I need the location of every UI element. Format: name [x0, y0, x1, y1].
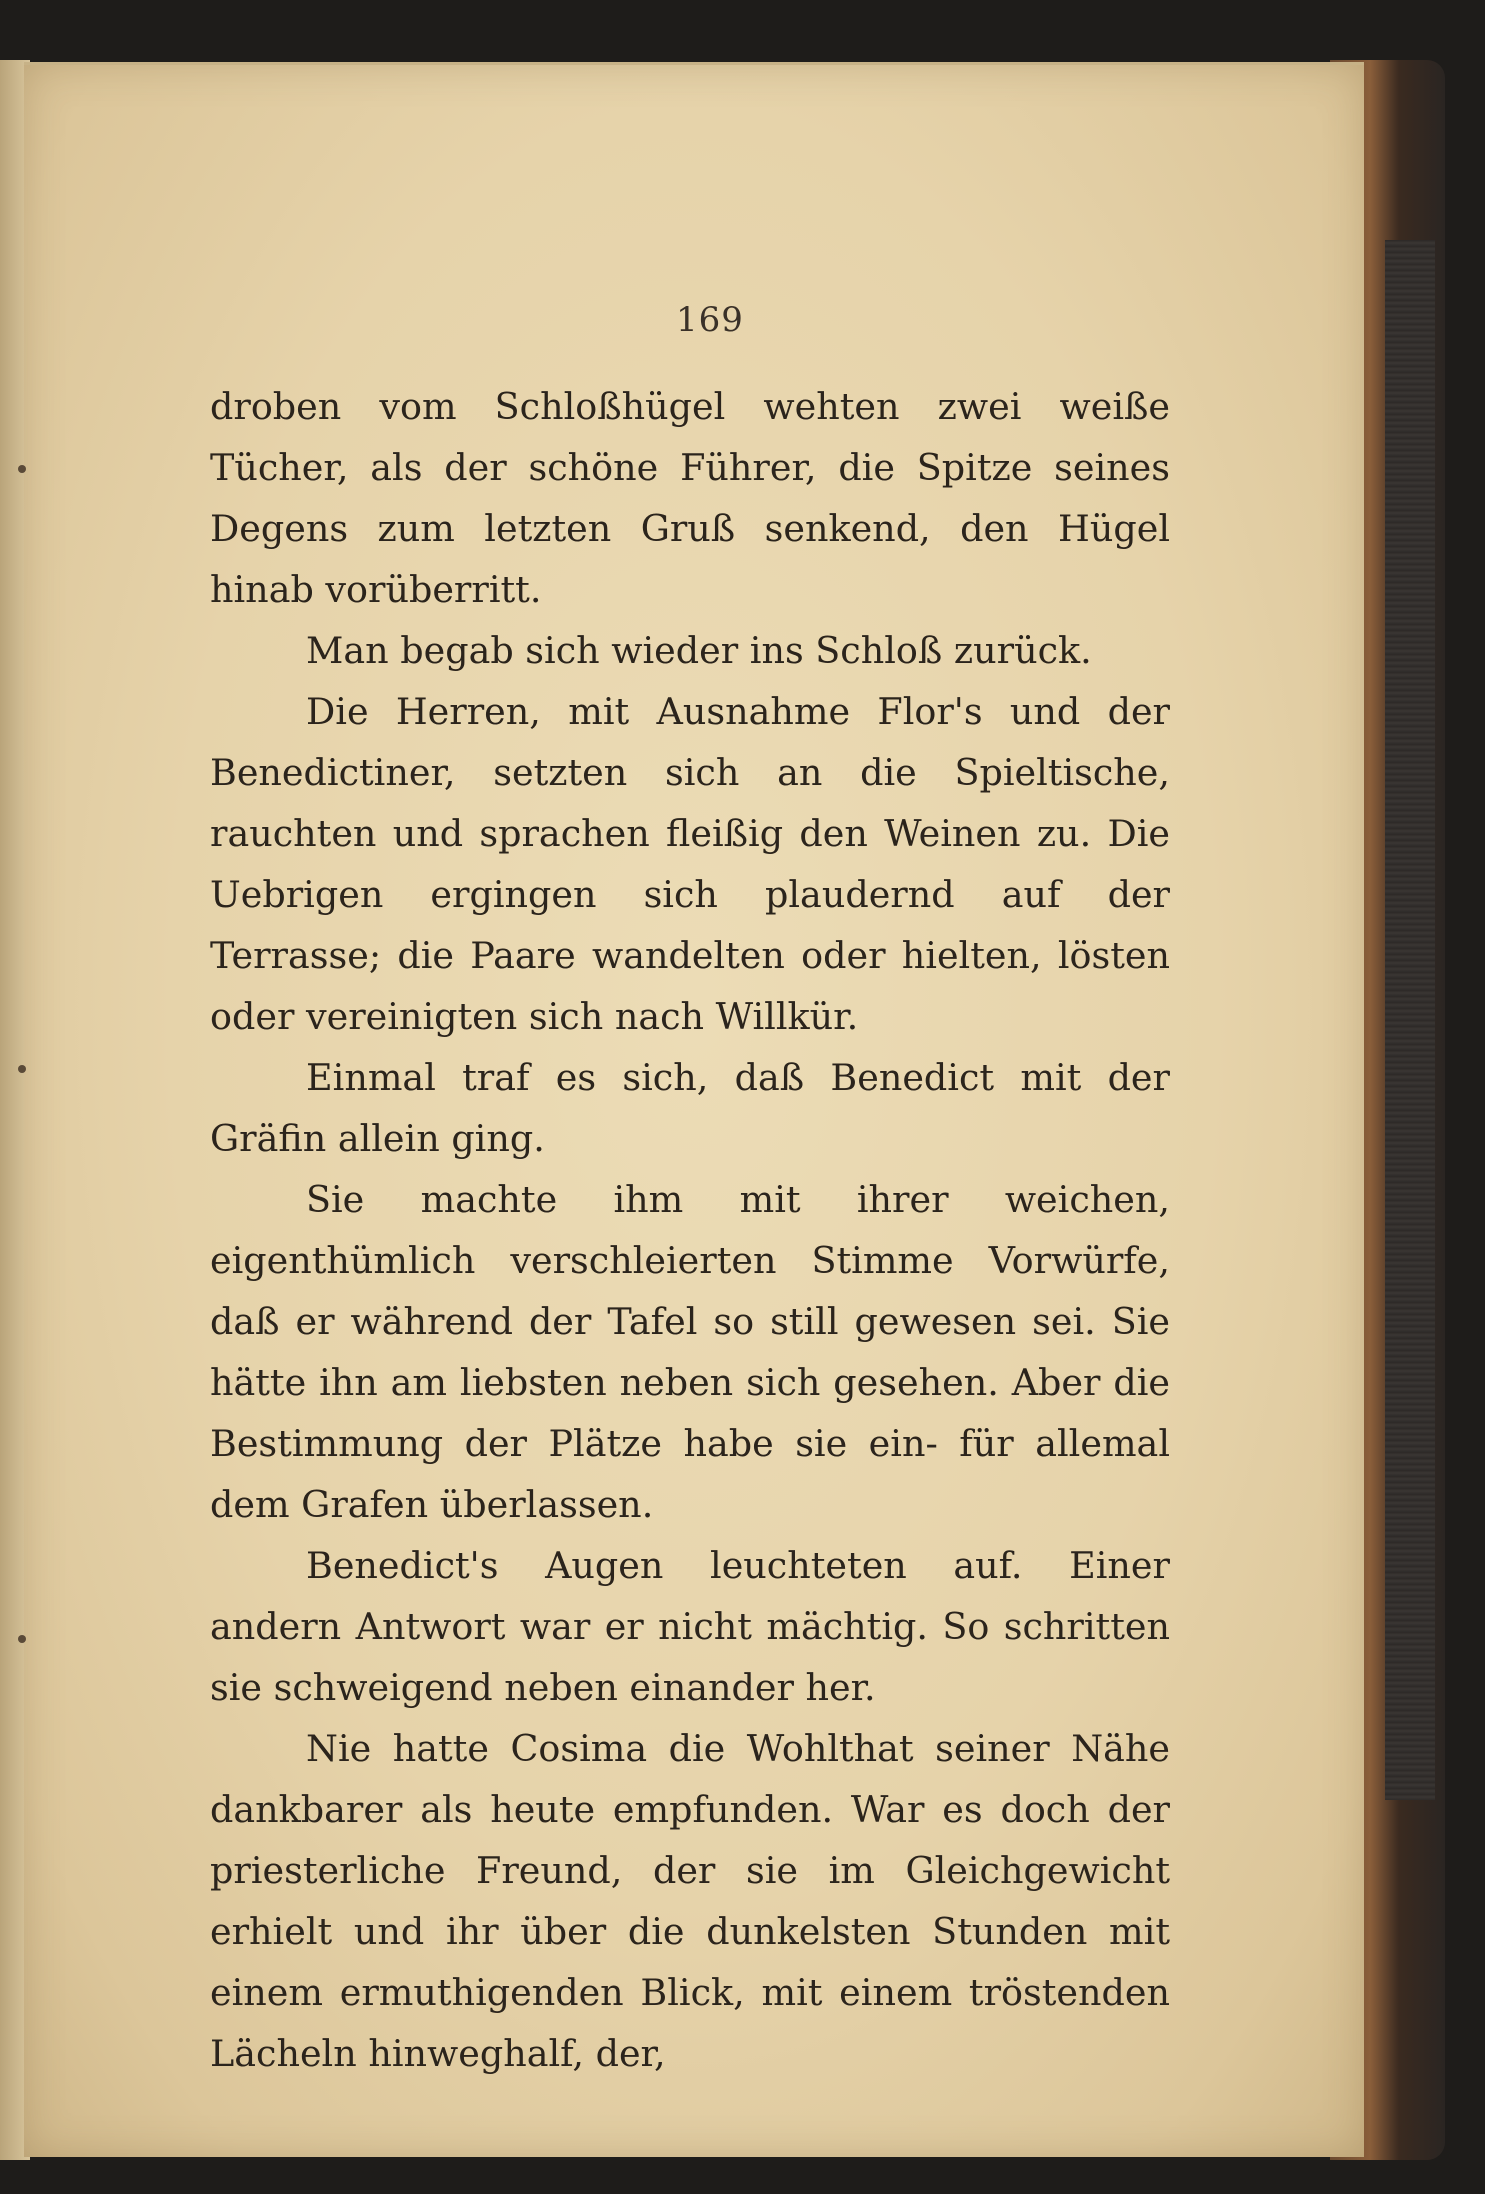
paragraph: Sie machte ihm mit ihrer weichen, eigenthümlich verschleierten Stimme Vorwürfe, daß er während der Tafel so still gewesen sei. Sie hätte ihn am liebsten neben sich gesehen. Aber die Bestimmung der Plätze habe sie ein- für allemal dem Grafen überlassen. — [210, 1178, 1170, 1526]
margin-mark — [18, 1635, 26, 1643]
paragraph: Einmal traf es sich, daß Benedict mit der Gräfin allein ging. — [210, 1056, 1170, 1160]
paragraph: Nie hatte Cosima die Wohlthat seiner Nähe dankbarer als heute empfunden. War es doch der priesterliche Freund, der sie im Gleichgewicht erhielt und ihr über die dunkelsten Stunden mit einem ermuthigenden Blick, mit einem tröstenden Lächeln hinweghalf, der, — [210, 1727, 1170, 2075]
paragraph: Man begab sich wieder ins Schloß zurück. — [306, 629, 1092, 672]
page-number: 169 — [676, 300, 744, 340]
paragraph: droben vom Schloßhügel wehten zwei weiße Tücher, als der schöne Führer, die Spitze seines Degens zum letzten Gruß senkend, den Hügel hinab vorüberritt. — [210, 385, 1170, 611]
paragraph: Benedict's Augen leuchteten auf. Einer andern Antwort war er nicht mächtig. So schritten sie schweigend neben einander her. — [210, 1544, 1170, 1709]
page-body-text — [210, 376, 1170, 2084]
margin-mark — [18, 465, 26, 473]
margin-mark — [18, 1065, 26, 1073]
paragraph: Die Herren, mit Ausnahme Flor's und der Benedictiner, setzten sich an die Spieltische, rauchten und sprachen fleißig den Weinen zu. Die Uebrigen ergingen sich plaudernd auf der Terrasse; die Paare wandelten oder hielten, lösten oder vereinigten sich nach Willkür. — [210, 690, 1170, 1038]
book-cover-texture — [1385, 240, 1435, 1800]
